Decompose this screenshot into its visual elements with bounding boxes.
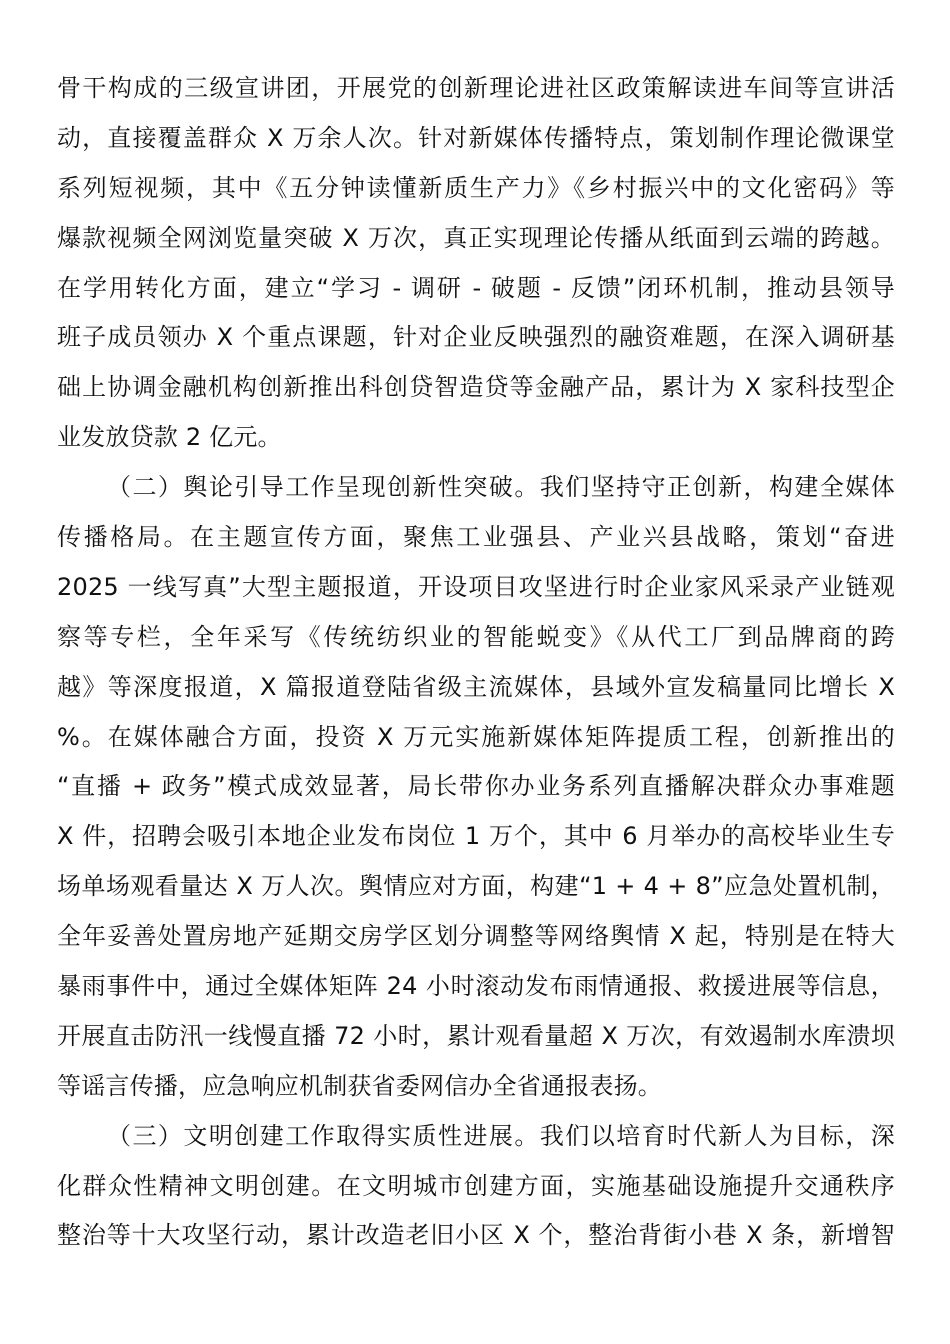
text-line: 察等专栏，全年采写《传统纺织业的智能蜕变》《从代工厂到品牌商的跨 (57, 622, 895, 651)
text-line: 业发放贷款 2 亿元。 (57, 423, 282, 452)
text-line: 化群众性精神文明创建。在文明城市创建方面，实施基础设施提升交通秩序 (57, 1171, 895, 1200)
text-line: 爆款视频全网浏览量突破 X 万次，真正实现理论传播从纸面到云端的跨越。 (57, 223, 895, 252)
text-line: 础上协调金融机构创新推出科创贷智造贷等金融产品，累计为 X 家科技型企 (57, 373, 895, 402)
text-line: 开展直击防汛一线慢直播 72 小时，累计观看量超 X 万次，有效遏制水库溃坝 (57, 1021, 895, 1050)
text-line: 2025 一线写真”大型主题报道，开设项目攻坚进行时企业家风采录产业链观 (57, 572, 895, 601)
text-line: 越》等深度报道，X 篇报道登陆省级主流媒体，县域外宣发稿量同比增长 X (57, 672, 895, 701)
text-line: 班子成员领办 X 个重点课题，针对企业反映强烈的融资难题，在深入调研基 (57, 323, 895, 352)
text-line: 场单场观看量达 X 万人次。舆情应对方面，构建“1 + 4 + 8”应急处置机制， (57, 872, 895, 901)
text-line: 全年妥善处置房地产延期交房学区划分调整等网络舆情 X 起，特别是在特大 (57, 922, 895, 951)
section-heading-line: （二）舆论引导工作呈现创新性突破。我们坚持守正创新，构建全媒体 (107, 473, 895, 502)
document-page (57, 64, 895, 1261)
text-line: 等谣言传播，应急响应机制获省委网信办全省通报表扬。 (57, 1071, 662, 1100)
text-line: X 件，招聘会吸引本地企业发布岗位 1 万个，其中 6 月举办的高校毕业生专 (57, 822, 895, 851)
text-line: 动，直接覆盖群众 X 万余人次。针对新媒体传播特点，策划制作理论微课堂 (57, 123, 895, 152)
text-line: 暴雨事件中，通过全媒体矩阵 24 小时滚动发布雨情通报、救援进展等信息， (57, 972, 895, 1001)
text-line: “直播 + 政务”模式成效显著，局长带你办业务系列直播解决群众办事难题 (57, 772, 895, 801)
text-line: 整治等十大攻坚行动，累计改造老旧小区 X 个，整治背街小巷 X 条，新增智 (57, 1221, 895, 1250)
text-line: 传播格局。在主题宣传方面，聚焦工业强县、产业兴县战略，策划“奋进 (57, 523, 895, 552)
text-line: 系列短视频，其中《五分钟读懂新质生产力》《乡村振兴中的文化密码》等 (57, 173, 895, 202)
text-line: 在学用转化方面，建立“学习 - 调研 - 破题 - 反馈”闭环机制，推动县领导 (57, 273, 895, 302)
text-line: %。在媒体融合方面，投资 X 万元实施新媒体矩阵提质工程，创新推出的 (57, 722, 895, 751)
section-heading-line: （三）文明创建工作取得实质性进展。我们以培育时代新人为目标，深 (107, 1121, 895, 1150)
text-line: 骨干构成的三级宣讲团，开展党的创新理论进社区政策解读进车间等宣讲活 (57, 74, 895, 102)
